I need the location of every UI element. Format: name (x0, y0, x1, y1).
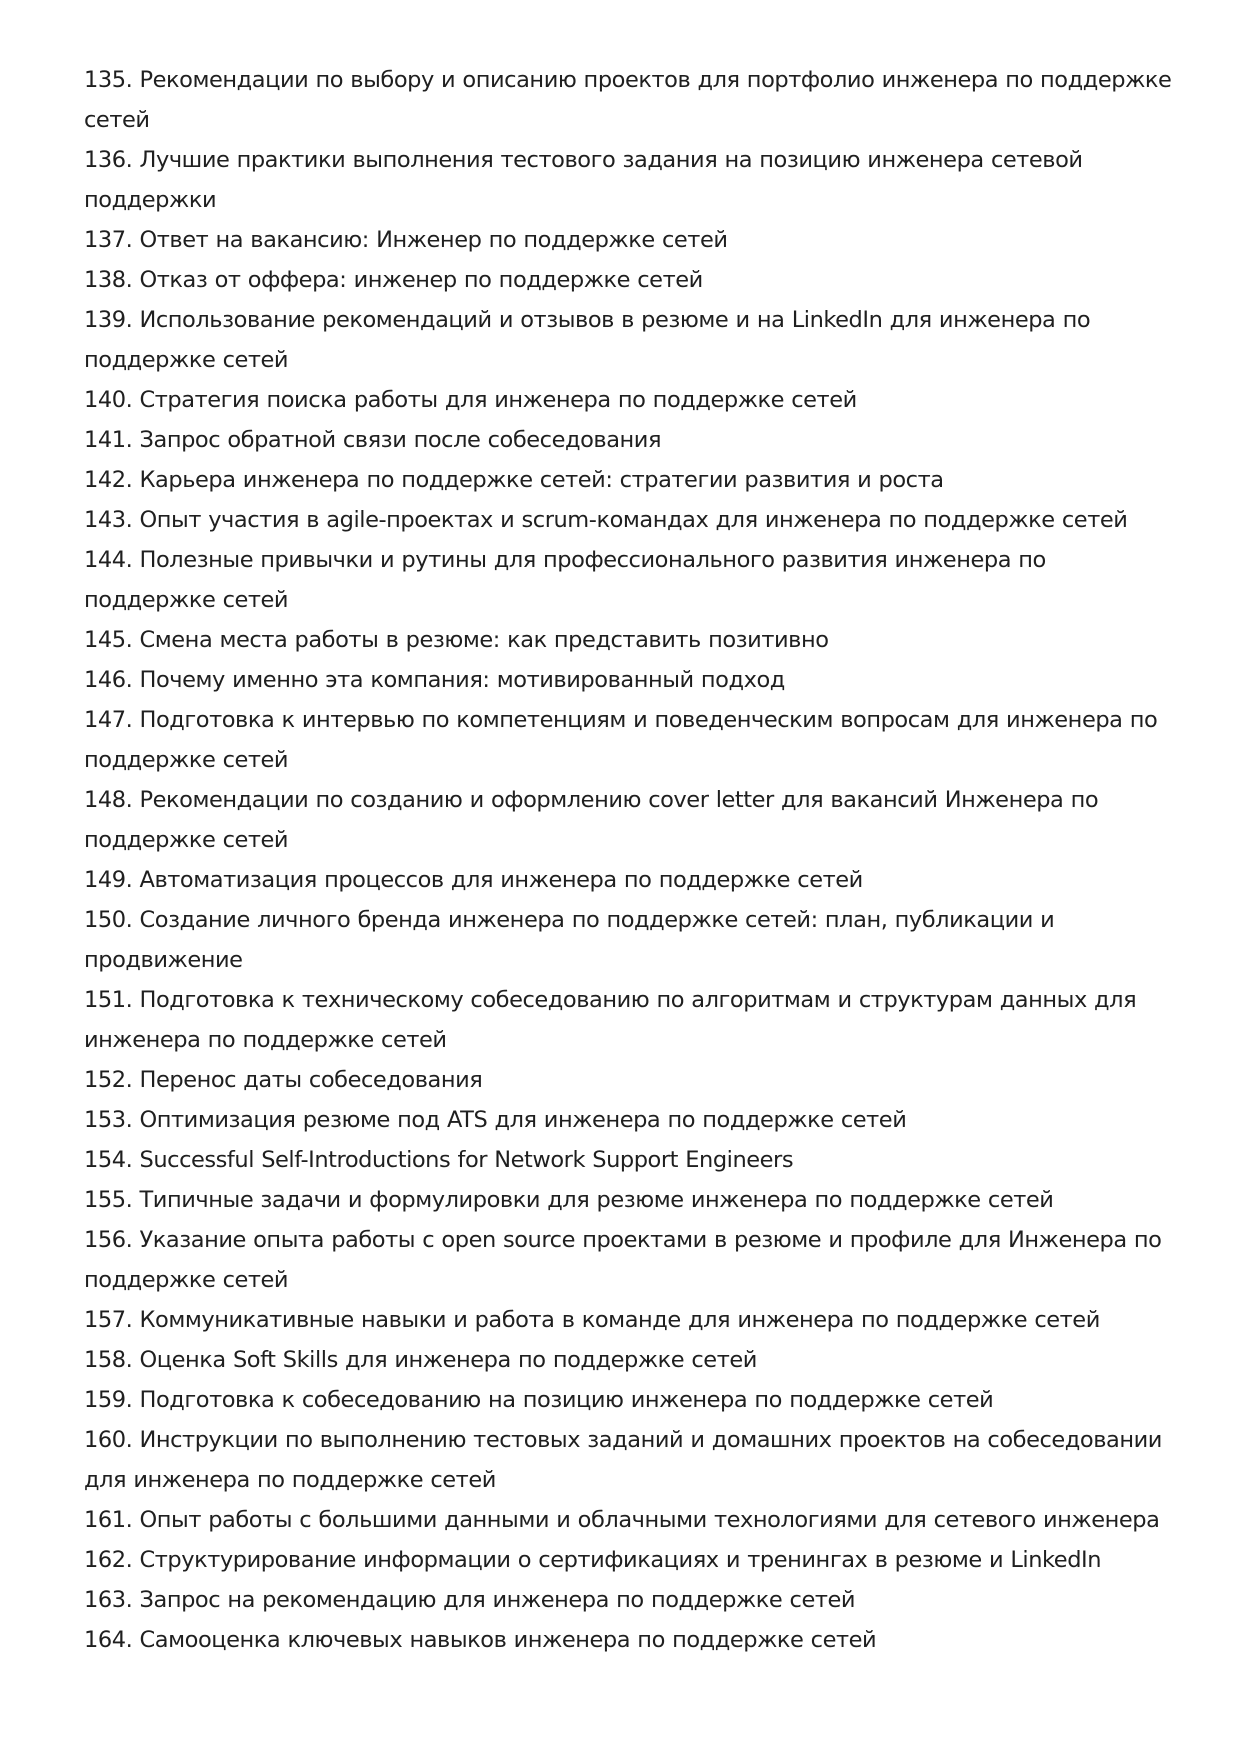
list-item: 145. Смена места работы в резюме: как представить позитивно (84, 627, 829, 653)
list-item: 164. Самооценка ключевых навыков инженера по поддержке сетей (84, 1627, 877, 1653)
list-item: 138. Отказ от оффера: инженер по поддержке сетей (84, 267, 703, 293)
list-item: 157. Коммуникативные навыки и работа в команде для инженера по поддержке сетей (84, 1307, 1100, 1333)
list-item: 136. Лучшие практики выполнения тестового задания на позицию инженера сетевой поддержки (84, 147, 1083, 213)
list-item: 155. Типичные задачи и формулировки для резюме инженера по поддержке сетей (84, 1187, 1054, 1213)
list-item: 140. Стратегия поиска работы для инженера по поддержке сетей (84, 387, 857, 413)
list-item: 147. Подготовка к интервью по компетенциям и поведенческим вопросам для инженера по поддержке сетей (84, 707, 1158, 773)
list-item: 150. Создание личного бренда инженера по поддержке сетей: план, публикации и продвижение (84, 907, 1055, 973)
list-item: 159. Подготовка к собеседованию на позицию инженера по поддержке сетей (84, 1387, 994, 1413)
list-item: 162. Структурирование информации о сертификациях и тренингах в резюме и LinkedIn (84, 1547, 1102, 1573)
list-item: 153. Оптимизация резюме под ATS для инженера по поддержке сетей (84, 1107, 907, 1133)
list-item: 143. Опыт участия в agile-проектах и scrum-командах для инженера по поддержке сетей (84, 507, 1128, 533)
topic-list (84, 60, 1174, 1660)
list-item: 158. Оценка Soft Skills для инженера по поддержке сетей (84, 1347, 757, 1373)
list-item: 144. Полезные привычки и рутины для профессионального развития инженера по поддержке сетей (84, 547, 1046, 613)
list-item: 135. Рекомендации по выбору и описанию проектов для портфолио инженера по поддержке сетей (84, 67, 1172, 133)
list-item: 149. Автоматизация процессов для инженера по поддержке сетей (84, 867, 863, 893)
list-item: 139. Использование рекомендаций и отзывов в резюме и на LinkedIn для инженера по поддержке сетей (84, 307, 1091, 373)
list-item: 146. Почему именно эта компания: мотивированный подход (84, 667, 785, 693)
list-item: 148. Рекомендации по созданию и оформлению cover letter для вакансий Инженера по поддержке сетей (84, 787, 1099, 853)
list-item: 161. Опыт работы с большими данными и облачными технологиями для сетевого инженера (84, 1507, 1160, 1533)
list-item: 141. Запрос обратной связи после собеседования (84, 427, 662, 453)
list-item: 137. Ответ на вакансию: Инженер по поддержке сетей (84, 227, 728, 253)
list-item: 156. Указание опыта работы с open source проектами в резюме и профиле для Инженера по поддержке сетей (84, 1227, 1162, 1293)
list-item: 154. Successful Self-Introductions for Network Support Engineers (84, 1147, 794, 1173)
list-item: 142. Карьера инженера по поддержке сетей: стратегии развития и роста (84, 467, 944, 493)
list-item: 160. Инструкции по выполнению тестовых заданий и домашних проектов на собеседовании для инженера по поддержке сетей (84, 1427, 1162, 1493)
list-item: 152. Перенос даты собеседования (84, 1067, 483, 1093)
list-item: 163. Запрос на рекомендацию для инженера по поддержке сетей (84, 1587, 856, 1613)
list-item: 151. Подготовка к техническому собеседованию по алгоритмам и структурам данных для инженера по поддержке сетей (84, 987, 1137, 1053)
